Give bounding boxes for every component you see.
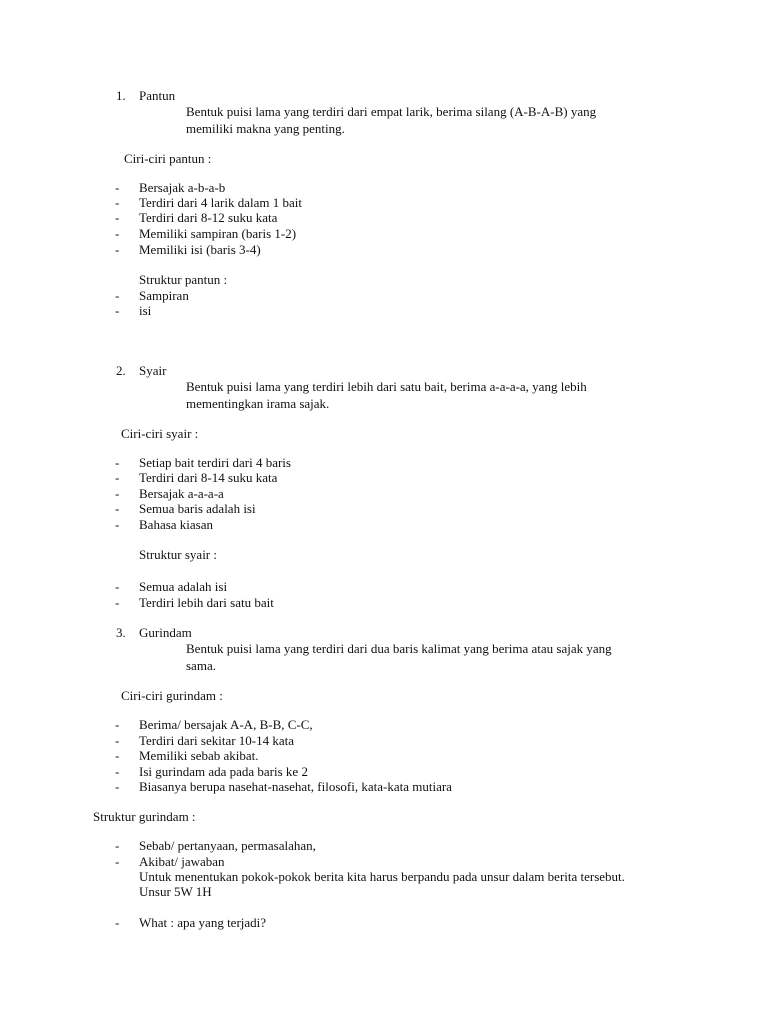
bullet-dash: - [115, 501, 120, 516]
list-item: Sebab/ pertanyaan, permasalahan, [139, 838, 316, 853]
bullet-dash: - [115, 854, 120, 869]
definition-line: Bentuk puisi lama yang terdiri dari dua baris kalimat yang berima atau sajak yang [186, 641, 612, 656]
unsur-label: Unsur 5W 1H [139, 884, 212, 899]
bullet-dash: - [115, 595, 120, 610]
ciri-heading: Ciri-ciri syair : [121, 426, 199, 441]
bullet-dash: - [115, 455, 120, 470]
bullet-dash: - [115, 226, 120, 241]
list-item: Memiliki sebab akibat. [139, 748, 259, 763]
ciri-heading: Ciri-ciri pantun : [124, 151, 212, 166]
section-number: 3. [116, 625, 126, 640]
bullet-dash: - [115, 195, 120, 210]
section-number: 1. [116, 88, 126, 103]
list-item: Sampiran [139, 288, 189, 303]
struktur-heading: Struktur syair : [139, 547, 217, 562]
list-item: Terdiri lebih dari satu bait [139, 595, 274, 610]
list-item: Setiap bait terdiri dari 4 baris [139, 455, 291, 470]
section-number: 2. [116, 363, 126, 378]
list-item: Memiliki isi (baris 3-4) [139, 242, 261, 257]
bullet-dash: - [115, 579, 120, 594]
section-title: Gurindam [139, 625, 192, 640]
bullet-dash: - [115, 517, 120, 532]
list-item: Semua adalah isi [139, 579, 228, 594]
bullet-dash: - [115, 748, 120, 763]
list-item: Terdiri dari 8-12 suku kata [139, 210, 278, 225]
definition-line: mementingkan irama sajak. [186, 396, 330, 411]
list-item: Berima/ bersajak A-A, B-B, C-C, [139, 717, 313, 732]
definition-line: memiliki makna yang penting. [186, 121, 345, 136]
section-title: Pantun [139, 88, 176, 103]
bullet-dash: - [115, 764, 120, 779]
list-item: Memiliki sampiran (baris 1-2) [139, 226, 297, 241]
list-item: Akibat/ jawaban [139, 854, 225, 869]
bullet-dash: - [115, 180, 120, 195]
bullet-dash: - [115, 717, 120, 732]
bullet-dash: - [115, 779, 120, 794]
list-item: Bersajak a-a-a-a [139, 486, 224, 501]
bullet-dash: - [115, 242, 120, 257]
list-item: Isi gurindam ada pada baris ke 2 [139, 764, 308, 779]
section-title: Syair [139, 363, 167, 378]
struktur-heading: Struktur pantun : [139, 272, 228, 287]
list-item: isi [139, 303, 152, 318]
bullet-dash: - [115, 210, 120, 225]
list-item: Terdiri dari sekitar 10-14 kata [139, 733, 295, 748]
definition-line: Bentuk puisi lama yang terdiri dari empat larik, berima silang (A-B-A-B) yang [186, 104, 597, 119]
list-item: Bahasa kiasan [139, 517, 214, 532]
bullet-dash: - [115, 470, 120, 485]
ciri-heading: Ciri-ciri gurindam : [121, 688, 223, 703]
list-item: What : apa yang terjadi? [139, 915, 267, 930]
list-item: Bersajak a-b-a-b [139, 180, 226, 195]
list-item: Terdiri dari 8-14 suku kata [139, 470, 278, 485]
definition-line: Bentuk puisi lama yang terdiri lebih dari satu bait, berima a-a-a-a, yang lebih [186, 379, 587, 394]
list-item: Semua baris adalah isi [139, 501, 256, 516]
definition-line: sama. [186, 658, 216, 673]
unsur-intro: Untuk menentukan pokok-pokok berita kita harus berpandu pada unsur dalam berita tersebut. [139, 869, 625, 884]
struktur-heading: Struktur gurindam : [93, 809, 196, 824]
bullet-dash: - [115, 486, 120, 501]
bullet-dash: - [115, 288, 120, 303]
bullet-dash: - [115, 303, 120, 318]
list-item: Terdiri dari 4 larik dalam 1 bait [139, 195, 302, 210]
bullet-dash: - [115, 915, 120, 930]
bullet-dash: - [115, 838, 120, 853]
bullet-dash: - [115, 733, 120, 748]
list-item: Biasanya berupa nasehat-nasehat, filosofi, kata-kata mutiara [139, 779, 452, 794]
